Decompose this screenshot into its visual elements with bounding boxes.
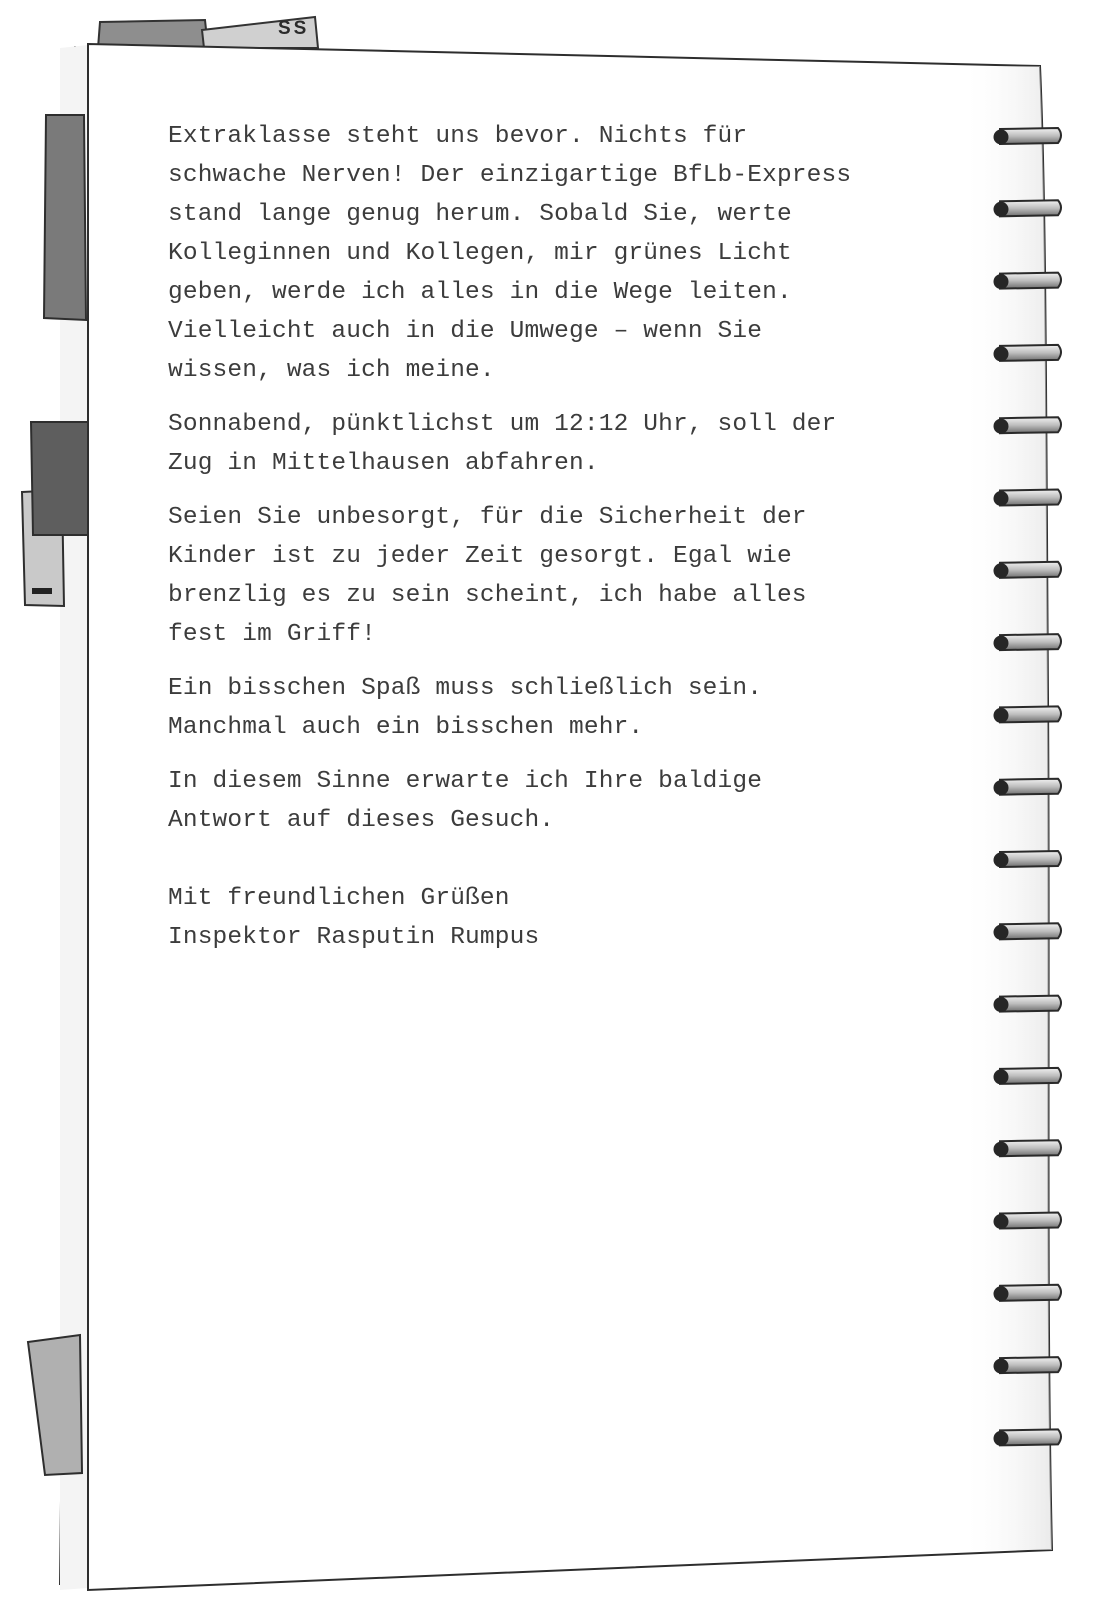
letter-paragraphs: [168, 117, 958, 840]
spiral-ring: [994, 345, 1062, 362]
spiral-ring: [994, 1213, 1062, 1230]
tab-label: SS: [278, 18, 310, 39]
letter-line: Antwort auf dieses Gesuch.: [168, 807, 555, 834]
spiral-ring: [994, 634, 1062, 651]
spiral-ring: [994, 851, 1062, 868]
letter-line: In diesem Sinne erwarte ich Ihre baldige: [168, 768, 763, 795]
spiral-ring: [994, 490, 1062, 507]
letter-line: Seien Sie unbesorgt, für die Sicherheit der: [168, 504, 807, 531]
spiral-ring: [994, 1285, 1062, 1302]
letter-line: brenzlig es zu sein scheint, ich habe alles: [168, 582, 807, 609]
letter-paragraph: [168, 498, 958, 654]
letter-line: wissen, was ich meine.: [168, 357, 495, 384]
letter-body: [168, 117, 958, 957]
spiral-ring: [994, 273, 1062, 290]
spiral-ring: [994, 200, 1062, 217]
letter-line: Zug in Mittelhausen abfahren.: [168, 450, 599, 477]
spiral-ring: [994, 128, 1062, 145]
letter-closing: [168, 879, 958, 957]
left-tab-middle: [31, 422, 94, 535]
left-tab-bottom: [28, 1335, 82, 1475]
letter-paragraph: [168, 669, 958, 747]
letter-line: Kolleginnen und Kollegen, mir grünes Licht: [168, 240, 792, 267]
spiral-ring: [994, 1429, 1062, 1446]
spiral-ring: [994, 417, 1062, 434]
spiral-ring: [994, 779, 1062, 796]
letter-line: Kinder ist zu jeder Zeit gesorgt. Egal wie: [168, 543, 792, 570]
letter-line: Ein bisschen Spaß muss schließlich sein.: [168, 675, 763, 702]
spiral-ring: [994, 1068, 1062, 1085]
letter-paragraph: [168, 405, 958, 483]
letter-line: Extraklasse steht uns bevor. Nichts für: [168, 123, 748, 150]
letter-line: geben, werde ich alles in die Wege leiten.: [168, 279, 792, 306]
spiral-ring: [994, 996, 1062, 1013]
spiral-ring: [994, 1140, 1062, 1157]
letter-line: Vielleicht auch in die Umwege – wenn Sie: [168, 318, 763, 345]
letter-line: Sonnabend, pünktlichst um 12:12 Uhr, soll der: [168, 411, 837, 438]
spiral-ring: [994, 923, 1062, 940]
spiral-ring: [994, 562, 1062, 579]
closing-greeting: Mit freundlichen Grüßen: [168, 885, 510, 912]
letter-paragraph: [168, 117, 958, 390]
letter-paragraph: [168, 762, 958, 840]
letter-line: fest im Griff!: [168, 621, 376, 648]
closing-signature: Inspektor Rasputin Rumpus: [168, 924, 540, 951]
letter-line: Manchmal auch ein bisschen mehr.: [168, 714, 644, 741]
letter-line: schwache Nerven! Der einzigartige BfLb-Express: [168, 162, 852, 189]
letter-line: stand lange genug herum. Sobald Sie, werte: [168, 201, 792, 228]
spiral-ring: [994, 706, 1062, 723]
left-tab-top: [44, 115, 86, 320]
spiral-ring: [994, 1357, 1062, 1374]
